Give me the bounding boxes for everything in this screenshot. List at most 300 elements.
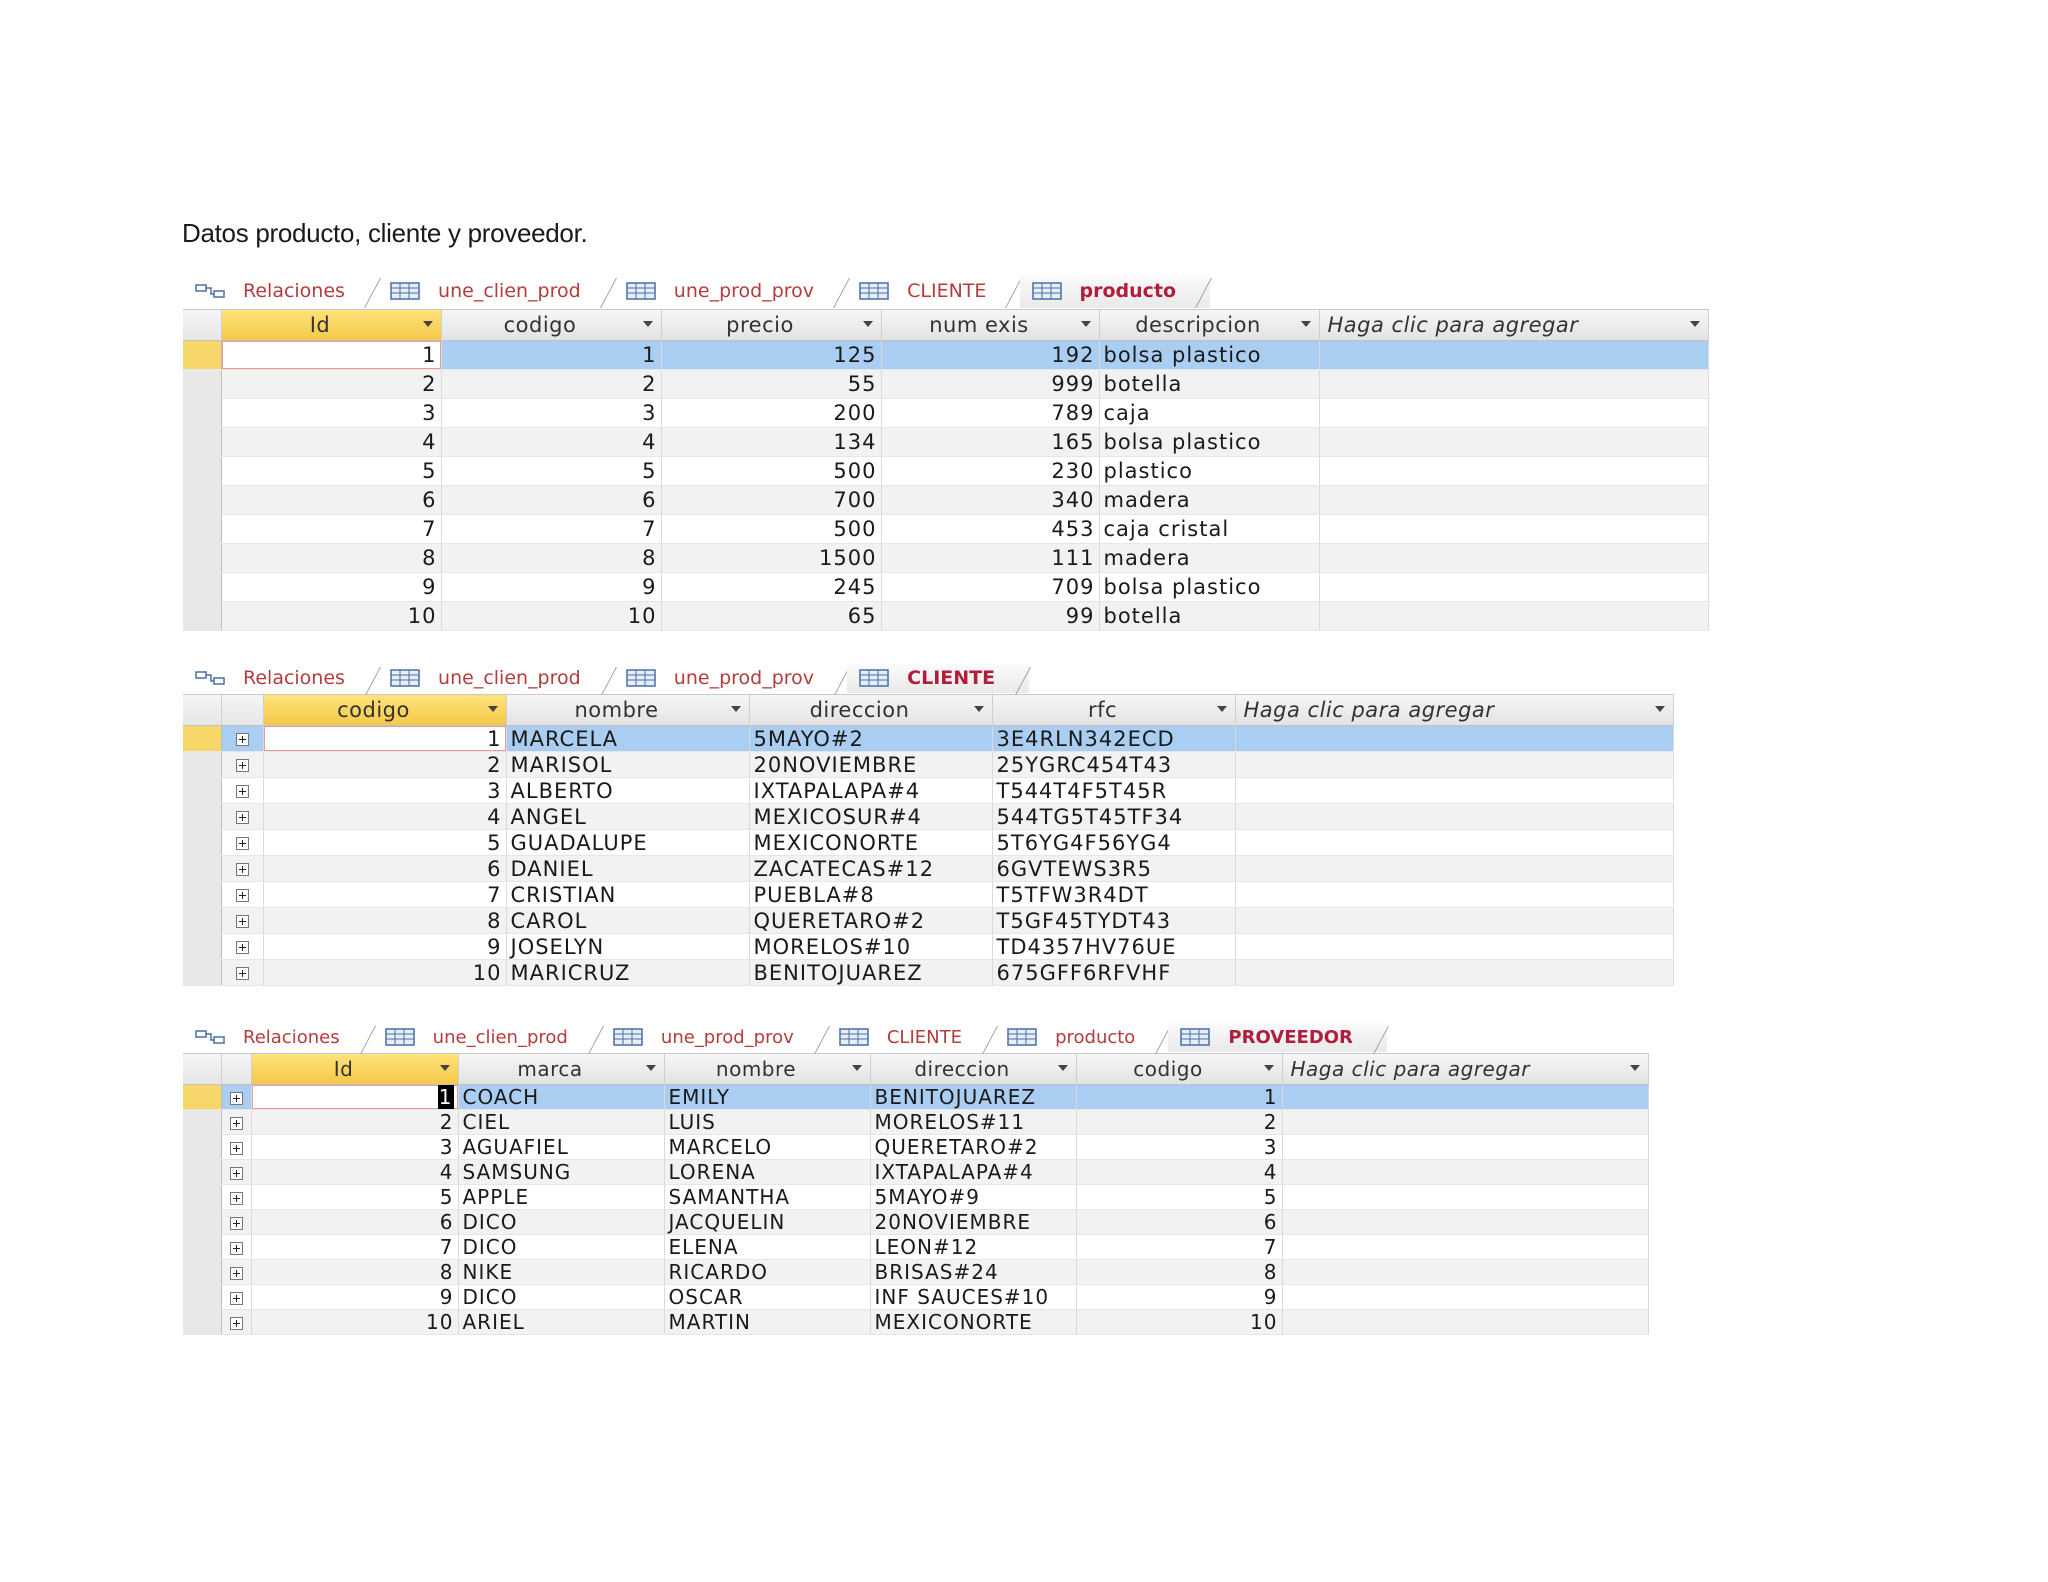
- empty-cell[interactable]: [1235, 960, 1673, 986]
- table-cell[interactable]: [221, 341, 441, 370]
- empty-cell[interactable]: [1282, 1285, 1648, 1310]
- table-cell[interactable]: [221, 457, 441, 486]
- table-cell[interactable]: [664, 1260, 870, 1285]
- expand-plus-icon[interactable]: [230, 1292, 243, 1305]
- empty-cell[interactable]: [1282, 1085, 1648, 1110]
- table-cell[interactable]: [664, 1235, 870, 1260]
- table-cell[interactable]: [251, 1085, 458, 1110]
- empty-cell[interactable]: [1282, 1135, 1648, 1160]
- row-selector[interactable]: [183, 573, 221, 602]
- table-cell[interactable]: [441, 515, 661, 544]
- tab-une-prod-prov[interactable]: [601, 1023, 828, 1052]
- table-cell[interactable]: [661, 457, 881, 486]
- expand-plus-icon[interactable]: [236, 733, 249, 746]
- tab-relaciones[interactable]: [183, 1023, 374, 1052]
- column-header-precio[interactable]: [661, 310, 881, 341]
- table-cell[interactable]: [870, 1135, 1076, 1160]
- table-cell[interactable]: [749, 830, 992, 856]
- table-cell[interactable]: [458, 1085, 664, 1110]
- table-cell[interactable]: [992, 934, 1235, 960]
- table-cell[interactable]: [870, 1185, 1076, 1210]
- empty-cell[interactable]: [1235, 830, 1673, 856]
- table-cell[interactable]: [221, 573, 441, 602]
- dropdown-arrow-icon[interactable]: [1655, 706, 1665, 712]
- dropdown-arrow-icon[interactable]: [1301, 321, 1311, 327]
- table-cell[interactable]: [506, 882, 749, 908]
- table-cell[interactable]: [221, 515, 441, 544]
- table-cell[interactable]: [1076, 1085, 1282, 1110]
- column-header-direccion[interactable]: [870, 1054, 1076, 1085]
- tab-une-clien-prod[interactable]: [378, 664, 615, 693]
- table-cell[interactable]: [1076, 1185, 1282, 1210]
- expand-cell[interactable]: [221, 856, 263, 882]
- row-selector[interactable]: [183, 778, 221, 804]
- table-cell[interactable]: [1099, 341, 1319, 370]
- table-cell[interactable]: [1076, 1210, 1282, 1235]
- dropdown-arrow-icon[interactable]: [1217, 706, 1227, 712]
- table-cell[interactable]: [506, 778, 749, 804]
- table-cell[interactable]: [992, 726, 1235, 752]
- table-row[interactable]: [183, 341, 1708, 370]
- table-cell[interactable]: [458, 1135, 664, 1160]
- row-selector[interactable]: [183, 1085, 221, 1110]
- table-cell[interactable]: [664, 1160, 870, 1185]
- table-cell[interactable]: [749, 778, 992, 804]
- empty-cell[interactable]: [1319, 544, 1708, 573]
- table-cell[interactable]: [870, 1110, 1076, 1135]
- table-cell[interactable]: [881, 573, 1099, 602]
- row-selector[interactable]: [183, 1210, 221, 1235]
- table-cell[interactable]: [441, 428, 661, 457]
- table-cell[interactable]: [221, 428, 441, 457]
- table-cell[interactable]: [263, 778, 506, 804]
- table-cell[interactable]: [506, 856, 749, 882]
- dropdown-arrow-icon[interactable]: [423, 321, 433, 327]
- table-cell[interactable]: [664, 1110, 870, 1135]
- tab-cliente[interactable]: [827, 1023, 996, 1052]
- column-header-descripcion[interactable]: [1099, 310, 1319, 341]
- table-cell[interactable]: [263, 882, 506, 908]
- empty-cell[interactable]: [1319, 457, 1708, 486]
- table-row[interactable]: [183, 1285, 1648, 1310]
- table-cell[interactable]: [506, 752, 749, 778]
- expand-cell[interactable]: [221, 1135, 251, 1160]
- expand-cell[interactable]: [221, 1210, 251, 1235]
- row-selector[interactable]: [183, 1310, 221, 1335]
- empty-cell[interactable]: [1319, 370, 1708, 399]
- column-header-codigo[interactable]: [441, 310, 661, 341]
- table-cell[interactable]: [1099, 399, 1319, 428]
- row-selector[interactable]: [183, 830, 221, 856]
- column-header-nombre[interactable]: [664, 1054, 870, 1085]
- row-selector[interactable]: [183, 804, 221, 830]
- empty-cell[interactable]: [1235, 934, 1673, 960]
- table-cell[interactable]: [251, 1210, 458, 1235]
- empty-cell[interactable]: [1235, 804, 1673, 830]
- table-row[interactable]: [183, 515, 1708, 544]
- table-row[interactable]: [183, 1310, 1648, 1335]
- table-cell[interactable]: [992, 830, 1235, 856]
- table-row[interactable]: [183, 370, 1708, 399]
- table-cell[interactable]: [870, 1285, 1076, 1310]
- table-cell[interactable]: [263, 934, 506, 960]
- table-cell[interactable]: [992, 778, 1235, 804]
- table-cell[interactable]: [664, 1285, 870, 1310]
- table-row[interactable]: [183, 830, 1673, 856]
- table-cell[interactable]: [881, 399, 1099, 428]
- table-cell[interactable]: [251, 1110, 458, 1135]
- expand-cell[interactable]: [221, 960, 263, 986]
- empty-cell[interactable]: [1282, 1310, 1648, 1335]
- table-cell[interactable]: [263, 856, 506, 882]
- column-header-nombre[interactable]: [506, 695, 749, 726]
- table-cell[interactable]: [1099, 486, 1319, 515]
- table-cell[interactable]: [992, 908, 1235, 934]
- table-cell[interactable]: [221, 370, 441, 399]
- table-cell[interactable]: [441, 399, 661, 428]
- table-cell[interactable]: [881, 486, 1099, 515]
- table-row[interactable]: [183, 1235, 1648, 1260]
- table-cell[interactable]: [441, 370, 661, 399]
- row-selector[interactable]: [183, 1135, 221, 1160]
- table-row[interactable]: [183, 752, 1673, 778]
- dropdown-arrow-icon[interactable]: [1630, 1065, 1640, 1071]
- column-header-codigo[interactable]: [263, 695, 506, 726]
- table-cell[interactable]: [881, 341, 1099, 370]
- tab-relaciones[interactable]: [183, 664, 379, 693]
- table-row[interactable]: [183, 1110, 1648, 1135]
- table-cell[interactable]: [458, 1185, 664, 1210]
- expand-plus-icon[interactable]: [236, 837, 249, 850]
- column-header-rfc[interactable]: [992, 695, 1235, 726]
- empty-cell[interactable]: [1282, 1110, 1648, 1135]
- expand-plus-icon[interactable]: [230, 1317, 243, 1330]
- expand-plus-icon[interactable]: [236, 889, 249, 902]
- table-cell[interactable]: [251, 1235, 458, 1260]
- table-cell[interactable]: [749, 960, 992, 986]
- table-cell[interactable]: [441, 486, 661, 515]
- empty-cell[interactable]: [1235, 882, 1673, 908]
- expand-cell[interactable]: [221, 726, 263, 752]
- table-cell[interactable]: [1076, 1110, 1282, 1135]
- table-cell[interactable]: [458, 1160, 664, 1185]
- table-cell[interactable]: [251, 1285, 458, 1310]
- table-cell[interactable]: [992, 752, 1235, 778]
- table-cell[interactable]: [881, 457, 1099, 486]
- expand-plus-icon[interactable]: [230, 1192, 243, 1205]
- select-all-corner[interactable]: [183, 310, 221, 341]
- table-cell[interactable]: [1076, 1260, 1282, 1285]
- empty-cell[interactable]: [1319, 515, 1708, 544]
- empty-cell[interactable]: [1319, 428, 1708, 457]
- table-cell[interactable]: [263, 830, 506, 856]
- table-cell[interactable]: [221, 399, 441, 428]
- table-cell[interactable]: [251, 1185, 458, 1210]
- table-cell[interactable]: [661, 428, 881, 457]
- table-cell[interactable]: [506, 908, 749, 934]
- expand-cell[interactable]: [221, 1310, 251, 1335]
- table-cell[interactable]: [263, 960, 506, 986]
- expand-plus-icon[interactable]: [230, 1242, 243, 1255]
- expand-cell[interactable]: [221, 1110, 251, 1135]
- expand-plus-icon[interactable]: [236, 759, 249, 772]
- table-cell[interactable]: [506, 726, 749, 752]
- empty-cell[interactable]: [1235, 778, 1673, 804]
- table-cell[interactable]: [749, 934, 992, 960]
- table-cell[interactable]: [441, 602, 661, 631]
- table-cell[interactable]: [458, 1110, 664, 1135]
- table-row[interactable]: [183, 573, 1708, 602]
- dropdown-arrow-icon[interactable]: [643, 321, 653, 327]
- table-cell[interactable]: [661, 370, 881, 399]
- table-cell[interactable]: [506, 960, 749, 986]
- expand-cell[interactable]: [221, 1085, 251, 1110]
- column-header-codigo[interactable]: [1076, 1054, 1282, 1085]
- expand-cell[interactable]: [221, 934, 263, 960]
- empty-cell[interactable]: [1235, 726, 1673, 752]
- table-cell[interactable]: [1076, 1235, 1282, 1260]
- expand-cell[interactable]: [221, 752, 263, 778]
- table-cell[interactable]: [749, 726, 992, 752]
- row-selector[interactable]: [183, 1235, 221, 1260]
- table-cell[interactable]: [661, 602, 881, 631]
- table-cell[interactable]: [870, 1235, 1076, 1260]
- table-cell[interactable]: [458, 1235, 664, 1260]
- expand-plus-icon[interactable]: [230, 1142, 243, 1155]
- tab-une-prod-prov[interactable]: [614, 664, 848, 693]
- expand-plus-icon[interactable]: [230, 1267, 243, 1280]
- table-cell[interactable]: [870, 1260, 1076, 1285]
- expand-plus-icon[interactable]: [230, 1117, 243, 1130]
- table-row[interactable]: [183, 908, 1673, 934]
- table-row[interactable]: [183, 882, 1673, 908]
- row-selector[interactable]: [183, 856, 221, 882]
- table-cell[interactable]: [664, 1085, 870, 1110]
- empty-cell[interactable]: [1282, 1185, 1648, 1210]
- table-cell[interactable]: [441, 573, 661, 602]
- tab-proveedor[interactable]: [1168, 1023, 1387, 1052]
- expand-plus-icon[interactable]: [230, 1167, 243, 1180]
- empty-cell[interactable]: [1319, 573, 1708, 602]
- table-row[interactable]: [183, 856, 1673, 882]
- table-cell[interactable]: [221, 544, 441, 573]
- table-cell[interactable]: [664, 1310, 870, 1335]
- table-cell[interactable]: [1099, 602, 1319, 631]
- table-cell[interactable]: [221, 602, 441, 631]
- table-cell[interactable]: [263, 804, 506, 830]
- row-selector[interactable]: [183, 1260, 221, 1285]
- table-cell[interactable]: [263, 726, 506, 752]
- table-cell[interactable]: [870, 1085, 1076, 1110]
- expand-plus-icon[interactable]: [230, 1217, 243, 1230]
- row-selector[interactable]: [183, 457, 221, 486]
- expand-plus-icon[interactable]: [236, 941, 249, 954]
- table-cell[interactable]: [1099, 573, 1319, 602]
- expand-cell[interactable]: [221, 830, 263, 856]
- expand-plus-icon[interactable]: [236, 785, 249, 798]
- row-selector[interactable]: [183, 515, 221, 544]
- tab-cliente[interactable]: [847, 275, 1020, 308]
- expand-cell[interactable]: [221, 1260, 251, 1285]
- tab-une-prod-prov[interactable]: [614, 275, 848, 308]
- table-cell[interactable]: [1099, 515, 1319, 544]
- select-all-corner[interactable]: [183, 1054, 221, 1085]
- tab-relaciones[interactable]: [183, 275, 379, 308]
- dropdown-arrow-icon[interactable]: [440, 1065, 450, 1071]
- table-cell[interactable]: [992, 804, 1235, 830]
- column-header-num-exis[interactable]: [881, 310, 1099, 341]
- table-cell[interactable]: [1076, 1285, 1282, 1310]
- table-cell[interactable]: [251, 1260, 458, 1285]
- table-cell[interactable]: [992, 882, 1235, 908]
- dropdown-arrow-icon[interactable]: [1058, 1065, 1068, 1071]
- row-selector[interactable]: [183, 960, 221, 986]
- table-cell[interactable]: [506, 934, 749, 960]
- table-cell[interactable]: [992, 960, 1235, 986]
- table-cell[interactable]: [441, 457, 661, 486]
- table-row[interactable]: [183, 1085, 1648, 1110]
- table-cell[interactable]: [251, 1135, 458, 1160]
- empty-cell[interactable]: [1319, 602, 1708, 631]
- empty-cell[interactable]: [1282, 1260, 1648, 1285]
- table-cell[interactable]: [664, 1185, 870, 1210]
- table-cell[interactable]: [749, 752, 992, 778]
- row-selector[interactable]: [183, 544, 221, 573]
- row-selector[interactable]: [183, 370, 221, 399]
- table-cell[interactable]: [661, 399, 881, 428]
- expand-cell[interactable]: [221, 908, 263, 934]
- table-row[interactable]: [183, 544, 1708, 573]
- row-selector[interactable]: [183, 934, 221, 960]
- table-cell[interactable]: [1099, 544, 1319, 573]
- table-row[interactable]: [183, 960, 1673, 986]
- table-cell[interactable]: [263, 752, 506, 778]
- empty-cell[interactable]: [1235, 908, 1673, 934]
- row-selector[interactable]: [183, 726, 221, 752]
- table-row[interactable]: [183, 1185, 1648, 1210]
- table-cell[interactable]: [661, 573, 881, 602]
- table-cell[interactable]: [870, 1310, 1076, 1335]
- empty-cell[interactable]: [1235, 752, 1673, 778]
- table-row[interactable]: [183, 602, 1708, 631]
- column-header-add-field[interactable]: [1282, 1054, 1648, 1085]
- table-cell[interactable]: [1099, 428, 1319, 457]
- empty-cell[interactable]: [1282, 1235, 1648, 1260]
- row-selector[interactable]: [183, 752, 221, 778]
- table-cell[interactable]: [1099, 370, 1319, 399]
- column-header-add-field[interactable]: [1235, 695, 1673, 726]
- table-row[interactable]: [183, 1260, 1648, 1285]
- table-cell[interactable]: [458, 1285, 664, 1310]
- table-cell[interactable]: [506, 830, 749, 856]
- table-cell[interactable]: [661, 544, 881, 573]
- tab-cliente[interactable]: [847, 664, 1029, 693]
- table-cell[interactable]: [441, 544, 661, 573]
- expand-cell[interactable]: [221, 778, 263, 804]
- table-cell[interactable]: [664, 1210, 870, 1235]
- table-cell[interactable]: [1076, 1310, 1282, 1335]
- dropdown-arrow-icon[interactable]: [1690, 321, 1700, 327]
- table-row[interactable]: [183, 778, 1673, 804]
- tab-une-clien-prod[interactable]: [378, 275, 615, 308]
- table-cell[interactable]: [1076, 1135, 1282, 1160]
- table-row[interactable]: [183, 1210, 1648, 1235]
- empty-cell[interactable]: [1319, 341, 1708, 370]
- expand-plus-icon[interactable]: [236, 967, 249, 980]
- dropdown-arrow-icon[interactable]: [974, 706, 984, 712]
- row-selector[interactable]: [183, 1285, 221, 1310]
- empty-cell[interactable]: [1319, 399, 1708, 428]
- table-row[interactable]: [183, 1160, 1648, 1185]
- table-row[interactable]: [183, 934, 1673, 960]
- row-selector[interactable]: [183, 486, 221, 515]
- table-cell[interactable]: [881, 428, 1099, 457]
- expand-plus-icon[interactable]: [236, 811, 249, 824]
- table-row[interactable]: [183, 804, 1673, 830]
- table-cell[interactable]: [749, 882, 992, 908]
- tab-une-clien-prod[interactable]: [373, 1023, 602, 1052]
- table-row[interactable]: [183, 726, 1673, 752]
- column-header-marca[interactable]: [458, 1054, 664, 1085]
- table-cell[interactable]: [661, 515, 881, 544]
- table-cell[interactable]: [881, 515, 1099, 544]
- table-cell[interactable]: [661, 341, 881, 370]
- tab-producto[interactable]: [1020, 275, 1211, 308]
- row-selector[interactable]: [183, 1160, 221, 1185]
- table-cell[interactable]: [251, 1310, 458, 1335]
- table-cell[interactable]: [1099, 457, 1319, 486]
- expand-cell[interactable]: [221, 1185, 251, 1210]
- table-cell[interactable]: [458, 1260, 664, 1285]
- table-cell[interactable]: [749, 804, 992, 830]
- column-header-id[interactable]: [221, 310, 441, 341]
- empty-cell[interactable]: [1282, 1160, 1648, 1185]
- table-cell[interactable]: [664, 1135, 870, 1160]
- table-cell[interactable]: [506, 804, 749, 830]
- table-row[interactable]: [183, 486, 1708, 515]
- expand-cell[interactable]: [221, 1235, 251, 1260]
- table-cell[interactable]: [458, 1310, 664, 1335]
- row-selector[interactable]: [183, 908, 221, 934]
- column-header-add-field[interactable]: [1319, 310, 1708, 341]
- row-selector[interactable]: [183, 602, 221, 631]
- table-cell[interactable]: [870, 1160, 1076, 1185]
- expand-cell[interactable]: [221, 882, 263, 908]
- expand-plus-icon[interactable]: [236, 915, 249, 928]
- table-cell[interactable]: [251, 1160, 458, 1185]
- expand-cell[interactable]: [221, 1285, 251, 1310]
- row-selector[interactable]: [183, 428, 221, 457]
- select-all-corner[interactable]: [183, 695, 221, 726]
- row-selector[interactable]: [183, 1185, 221, 1210]
- table-cell[interactable]: [1076, 1160, 1282, 1185]
- table-cell[interactable]: [749, 856, 992, 882]
- column-header-id[interactable]: [251, 1054, 458, 1085]
- row-selector[interactable]: [183, 399, 221, 428]
- dropdown-arrow-icon[interactable]: [488, 706, 498, 712]
- table-row[interactable]: [183, 428, 1708, 457]
- tab-producto[interactable]: [995, 1023, 1169, 1052]
- table-cell[interactable]: [881, 544, 1099, 573]
- expand-plus-icon[interactable]: [230, 1092, 243, 1105]
- expand-cell[interactable]: [221, 804, 263, 830]
- row-selector[interactable]: [183, 882, 221, 908]
- dropdown-arrow-icon[interactable]: [863, 321, 873, 327]
- row-selector[interactable]: [183, 341, 221, 370]
- table-row[interactable]: [183, 399, 1708, 428]
- table-row[interactable]: [183, 1135, 1648, 1160]
- empty-cell[interactable]: [1235, 856, 1673, 882]
